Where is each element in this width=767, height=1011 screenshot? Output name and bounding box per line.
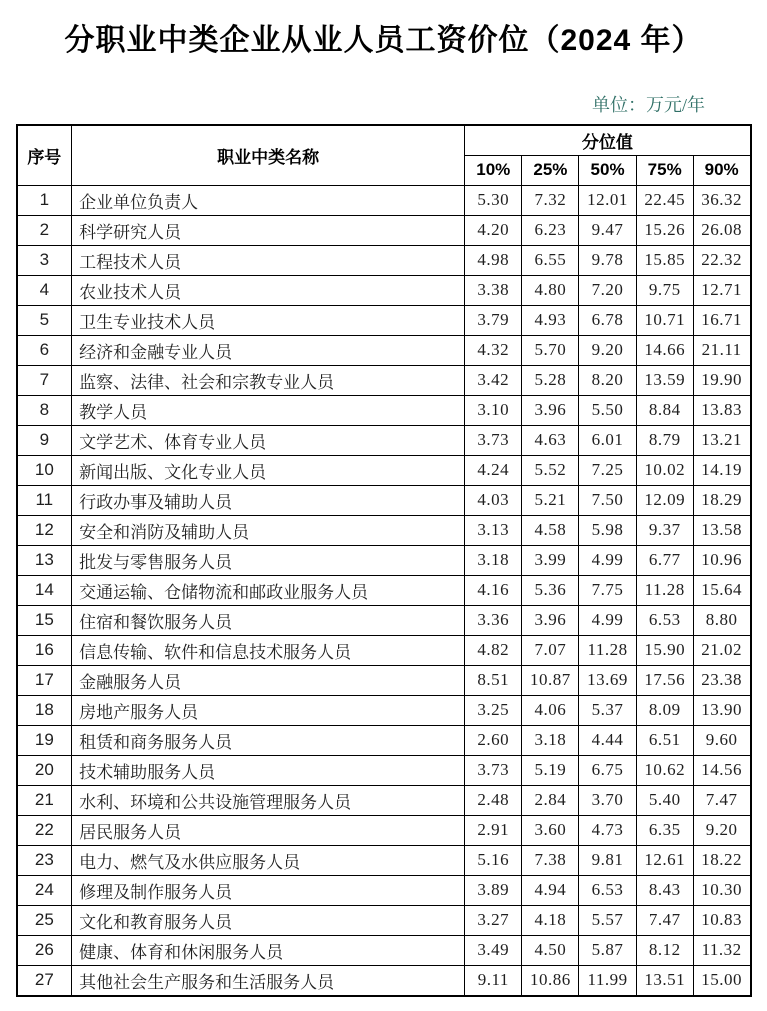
percentile-value-cell: 5.52 [522,455,579,485]
row-number-cell: 27 [17,965,72,996]
table-row [17,185,751,215]
percentile-value-cell: 9.81 [579,845,636,875]
percentile-value-cell: 36.32 [693,185,750,215]
percentile-value-cell: 7.07 [522,635,579,665]
occupation-name-cell: 教学人员 [72,395,465,425]
percentile-value-cell: 13.51 [636,965,693,996]
table-row [17,245,751,275]
percentile-value-cell: 3.18 [465,545,522,575]
row-number-cell: 2 [17,215,72,245]
percentile-value-cell: 13.58 [693,515,750,545]
occupation-name-cell: 卫生专业技术人员 [72,305,465,335]
percentile-value-cell: 4.93 [522,305,579,335]
percentile-value-cell: 11.28 [636,575,693,605]
occupation-name-cell: 电力、燃气及水供应服务人员 [72,845,465,875]
occupation-name-cell: 监察、法律、社会和宗教专业人员 [72,365,465,395]
percentile-value-cell: 4.94 [522,875,579,905]
occupation-name-cell: 科学研究人员 [72,215,465,245]
percentile-value-cell: 9.78 [579,245,636,275]
percentile-value-cell: 10.30 [693,875,750,905]
table-row [17,545,751,575]
percentile-value-cell: 13.21 [693,425,750,455]
occupation-name-cell: 水利、环境和公共设施管理服务人员 [72,785,465,815]
occupation-name-cell: 住宿和餐饮服务人员 [72,605,465,635]
percentile-value-cell: 19.90 [693,365,750,395]
row-number-cell: 22 [17,815,72,845]
percentile-value-cell: 8.20 [579,365,636,395]
percentile-value-cell: 7.47 [636,905,693,935]
percentile-value-cell: 11.99 [579,965,636,996]
percentile-value-cell: 5.19 [522,755,579,785]
percentile-value-cell: 5.36 [522,575,579,605]
percentile-value-cell: 8.12 [636,935,693,965]
percentile-value-cell: 18.22 [693,845,750,875]
row-number-cell: 6 [17,335,72,365]
percentile-value-cell: 21.11 [693,335,750,365]
row-number-cell: 13 [17,545,72,575]
percentile-value-cell: 6.35 [636,815,693,845]
header-percentile-25: 25% [522,155,579,185]
percentile-value-cell: 4.20 [465,215,522,245]
percentile-value-cell: 3.96 [522,605,579,635]
percentile-value-cell: 10.96 [693,545,750,575]
percentile-value-cell: 8.80 [693,605,750,635]
occupation-name-cell: 租赁和商务服务人员 [72,725,465,755]
percentile-value-cell: 10.71 [636,305,693,335]
percentile-value-cell: 9.75 [636,275,693,305]
percentile-value-cell: 13.83 [693,395,750,425]
percentile-value-cell: 7.75 [579,575,636,605]
percentile-value-cell: 9.11 [465,965,522,996]
percentile-value-cell: 21.02 [693,635,750,665]
percentile-value-cell: 4.06 [522,695,579,725]
row-number-cell: 12 [17,515,72,545]
percentile-value-cell: 4.24 [465,455,522,485]
percentile-value-cell: 9.20 [693,815,750,845]
row-number-cell: 25 [17,905,72,935]
row-number-cell: 5 [17,305,72,335]
occupation-name-cell: 文学艺术、体育专业人员 [72,425,465,455]
percentile-value-cell: 6.77 [636,545,693,575]
percentile-value-cell: 5.16 [465,845,522,875]
percentile-value-cell: 3.42 [465,365,522,395]
percentile-value-cell: 22.45 [636,185,693,215]
percentile-value-cell: 14.19 [693,455,750,485]
percentile-value-cell: 16.71 [693,305,750,335]
row-number-cell: 8 [17,395,72,425]
percentile-value-cell: 5.98 [579,515,636,545]
table-row [17,875,751,905]
percentile-value-cell: 13.69 [579,665,636,695]
row-number-cell: 14 [17,575,72,605]
table-row [17,575,751,605]
percentile-value-cell: 4.03 [465,485,522,515]
percentile-value-cell: 3.60 [522,815,579,845]
percentile-value-cell: 2.91 [465,815,522,845]
occupation-name-cell: 房地产服务人员 [72,695,465,725]
occupation-name-cell: 金融服务人员 [72,665,465,695]
percentile-value-cell: 5.30 [465,185,522,215]
row-number-cell: 17 [17,665,72,695]
table-row [17,365,751,395]
percentile-value-cell: 8.79 [636,425,693,455]
percentile-value-cell: 4.99 [579,605,636,635]
percentile-value-cell: 11.28 [579,635,636,665]
percentile-value-cell: 5.21 [522,485,579,515]
percentile-value-cell: 12.71 [693,275,750,305]
percentile-value-cell: 10.86 [522,965,579,996]
percentile-value-cell: 6.53 [579,875,636,905]
percentile-value-cell: 5.50 [579,395,636,425]
percentile-value-cell: 3.89 [465,875,522,905]
table-row [17,635,751,665]
percentile-value-cell: 6.53 [636,605,693,635]
table-row [17,275,751,305]
table-row [17,485,751,515]
percentile-value-cell: 4.58 [522,515,579,545]
percentile-value-cell: 3.70 [579,785,636,815]
occupation-name-cell: 安全和消防及辅助人员 [72,515,465,545]
percentile-value-cell: 10.62 [636,755,693,785]
occupation-name-cell: 行政办事及辅助人员 [72,485,465,515]
percentile-value-cell: 15.64 [693,575,750,605]
row-number-cell: 9 [17,425,72,455]
table-row [17,935,751,965]
percentile-value-cell: 9.60 [693,725,750,755]
percentile-value-cell: 9.47 [579,215,636,245]
occupation-name-cell: 信息传输、软件和信息技术服务人员 [72,635,465,665]
percentile-value-cell: 5.57 [579,905,636,935]
percentile-value-cell: 8.43 [636,875,693,905]
percentile-value-cell: 3.10 [465,395,522,425]
table-row [17,515,751,545]
row-number-cell: 10 [17,455,72,485]
table-row [17,215,751,245]
percentile-value-cell: 3.96 [522,395,579,425]
percentile-value-cell: 3.99 [522,545,579,575]
percentile-value-cell: 4.50 [522,935,579,965]
percentile-value-cell: 3.38 [465,275,522,305]
percentile-value-cell: 12.09 [636,485,693,515]
occupation-name-cell: 文化和教育服务人员 [72,905,465,935]
row-number-cell: 15 [17,605,72,635]
table-row [17,725,751,755]
percentile-value-cell: 3.25 [465,695,522,725]
percentile-value-cell: 15.90 [636,635,693,665]
row-number-cell: 23 [17,845,72,875]
percentile-value-cell: 4.82 [465,635,522,665]
occupation-name-cell: 交通运输、仓储物流和邮政业服务人员 [72,575,465,605]
percentile-value-cell: 6.75 [579,755,636,785]
row-number-cell: 4 [17,275,72,305]
row-number-cell: 20 [17,755,72,785]
percentile-value-cell: 13.90 [693,695,750,725]
percentile-value-cell: 3.13 [465,515,522,545]
percentile-value-cell: 18.29 [693,485,750,515]
percentile-value-cell: 8.84 [636,395,693,425]
percentile-value-cell: 2.84 [522,785,579,815]
percentile-value-cell: 10.83 [693,905,750,935]
occupation-name-cell: 经济和金融专业人员 [72,335,465,365]
row-number-cell: 24 [17,875,72,905]
table-header [17,125,751,186]
table-row [17,425,751,455]
header-occupation-name: 职业中类名称 [72,125,465,186]
percentile-value-cell: 6.55 [522,245,579,275]
percentile-value-cell: 5.28 [522,365,579,395]
percentile-value-cell: 10.87 [522,665,579,695]
percentile-value-cell: 3.18 [522,725,579,755]
occupation-name-cell: 技术辅助服务人员 [72,755,465,785]
occupation-name-cell: 批发与零售服务人员 [72,545,465,575]
percentile-value-cell: 3.36 [465,605,522,635]
table-row [17,665,751,695]
percentile-value-cell: 3.73 [465,425,522,455]
percentile-value-cell: 6.51 [636,725,693,755]
percentile-value-cell: 3.79 [465,305,522,335]
occupation-name-cell: 其他社会生产服务和生活服务人员 [72,965,465,996]
percentile-value-cell: 15.00 [693,965,750,996]
percentile-value-cell: 4.16 [465,575,522,605]
occupation-name-cell: 农业技术人员 [72,275,465,305]
table-body [17,185,751,996]
percentile-value-cell: 5.37 [579,695,636,725]
row-number-cell: 16 [17,635,72,665]
table-row [17,785,751,815]
percentile-value-cell: 7.25 [579,455,636,485]
table-row [17,305,751,335]
percentile-value-cell: 4.44 [579,725,636,755]
table-row [17,395,751,425]
occupation-name-cell: 修理及制作服务人员 [72,875,465,905]
percentile-value-cell: 7.50 [579,485,636,515]
percentile-value-cell: 3.49 [465,935,522,965]
table-row [17,845,751,875]
table-row [17,755,751,785]
row-number-cell: 19 [17,725,72,755]
row-number-cell: 18 [17,695,72,725]
percentile-value-cell: 4.18 [522,905,579,935]
percentile-value-cell: 9.20 [579,335,636,365]
table-row [17,965,751,996]
percentile-value-cell: 17.56 [636,665,693,695]
percentile-value-cell: 4.80 [522,275,579,305]
percentile-value-cell: 7.20 [579,275,636,305]
percentile-value-cell: 22.32 [693,245,750,275]
header-percentile-90: 90% [693,155,750,185]
row-number-cell: 7 [17,365,72,395]
percentile-value-cell: 13.59 [636,365,693,395]
occupation-name-cell: 居民服务人员 [72,815,465,845]
percentile-value-cell: 5.87 [579,935,636,965]
percentile-value-cell: 7.38 [522,845,579,875]
table-row [17,815,751,845]
percentile-value-cell: 6.01 [579,425,636,455]
percentile-value-cell: 14.56 [693,755,750,785]
row-number-cell: 21 [17,785,72,815]
percentile-value-cell: 4.32 [465,335,522,365]
percentile-value-cell: 4.73 [579,815,636,845]
header-percentile-group: 分位值 [465,125,751,156]
percentile-value-cell: 10.02 [636,455,693,485]
header-percentile-50: 50% [579,155,636,185]
percentile-value-cell: 8.09 [636,695,693,725]
percentile-value-cell: 15.26 [636,215,693,245]
table-row [17,695,751,725]
percentile-value-cell: 4.99 [579,545,636,575]
table-row [17,455,751,485]
header-index: 序号 [17,125,72,186]
percentile-value-cell: 23.38 [693,665,750,695]
table-row [17,605,751,635]
row-number-cell: 3 [17,245,72,275]
header-percentile-10: 10% [465,155,522,185]
occupation-name-cell: 企业单位负责人 [72,185,465,215]
header-percentile-75: 75% [636,155,693,185]
percentile-value-cell: 5.70 [522,335,579,365]
percentile-value-cell: 9.37 [636,515,693,545]
percentile-value-cell: 2.48 [465,785,522,815]
percentile-value-cell: 12.01 [579,185,636,215]
percentile-value-cell: 15.85 [636,245,693,275]
percentile-value-cell: 7.47 [693,785,750,815]
occupation-name-cell: 新闻出版、文化专业人员 [72,455,465,485]
row-number-cell: 11 [17,485,72,515]
percentile-value-cell: 3.27 [465,905,522,935]
row-number-cell: 1 [17,185,72,215]
percentile-value-cell: 14.66 [636,335,693,365]
percentile-value-cell: 2.60 [465,725,522,755]
percentile-value-cell: 6.23 [522,215,579,245]
percentile-value-cell: 7.32 [522,185,579,215]
unit-label: 单位：万元/年 [591,94,705,115]
table-row [17,335,751,365]
occupation-name-cell: 工程技术人员 [72,245,465,275]
percentile-value-cell: 6.78 [579,305,636,335]
row-number-cell: 26 [17,935,72,965]
table-row [17,905,751,935]
page-title: 分职业中类企业从业人员工资价位（2024 年） [64,24,703,57]
occupation-name-cell: 健康、体育和休闲服务人员 [72,935,465,965]
percentile-value-cell: 5.40 [636,785,693,815]
wage-percentile-table [16,124,752,997]
percentile-value-cell: 3.73 [465,755,522,785]
percentile-value-cell: 12.61 [636,845,693,875]
percentile-value-cell: 4.63 [522,425,579,455]
percentile-value-cell: 11.32 [693,935,750,965]
percentile-value-cell: 26.08 [693,215,750,245]
percentile-value-cell: 4.98 [465,245,522,275]
percentile-value-cell: 8.51 [465,665,522,695]
